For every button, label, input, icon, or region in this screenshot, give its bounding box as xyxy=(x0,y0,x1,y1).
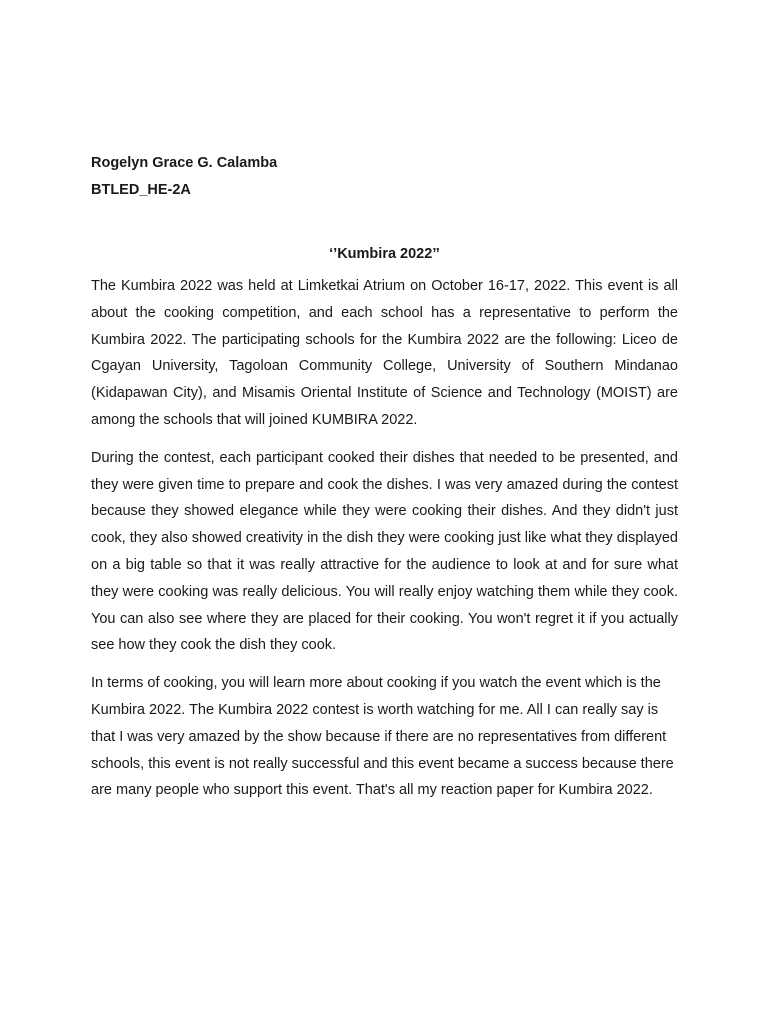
paragraph-3: In terms of cooking, you will learn more about cooking if you watch the event which is the Kumbira 2022. The Kumbira 2022 contest is worth watching for me. All I can really say is that I was very amazed by the show because if there are no representatives from different schools, this event is not really successful and this event became a success because there are many people who support this event. That's all my reaction paper for Kumbira 2022. xyxy=(91,675,674,799)
paragraph-1: The Kumbira 2022 was held at Limketkai Atrium on October 16-17, 2022. This event is all about the cooking competition, and each school has a representative to perform the Kumbira 2022. The participating schools for the Kumbira 2022 are the following: Liceo de Cgayan University, Tagoloan Community College, University of Southern Mindanao (Kidapawan City), and Misamis Oriental Institute of Science and Technology (MOIST) are among the schools that will joined KUMBIRA 2022. xyxy=(91,278,678,428)
paragraph-2: During the contest, each participant cooked their dishes that needed to be presented, and they were given time to prepare and cook the dishes. I was very amazed during the contest because they showed elegance while they were cooking their dishes. And they didn't just cook, they also showed creativity in the dish they were cooking just like what they displayed on a big table so that it was really attractive for the audience to look at and for sure what they were cooking was really delicious. You will really enjoy watching them while they cook. You can also see where they are placed for their cooking. You won't regret it if you actually see how they cook the dish they cook. xyxy=(91,449,678,654)
author-name: Rogelyn Grace G. Calamba xyxy=(91,155,278,171)
course-section: BTLED_HE-2A xyxy=(91,182,191,198)
document-page xyxy=(91,150,678,815)
document-title: ‘’Kumbira 2022’’ xyxy=(329,246,440,262)
